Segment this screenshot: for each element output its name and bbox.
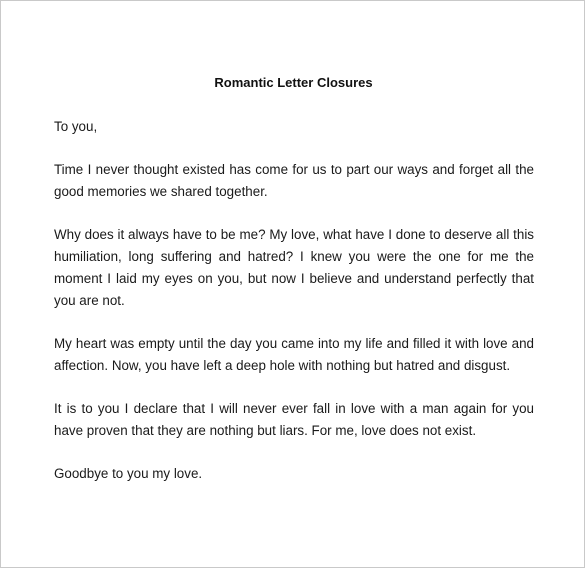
- document-title: Romantic Letter Closures: [214, 75, 373, 90]
- letter-paragraph-3: My heart was empty until the day you came into my life and filled it with love and affection. Now, you have left a deep hole with nothing but hatred and disgust.: [54, 336, 534, 373]
- letter-paragraph-4: It is to you I declare that I will never ever fall in love with a man again for you have proven that they are nothing but liars. For me, love does not exist.: [54, 401, 534, 438]
- letter-salutation: To you,: [54, 119, 98, 134]
- letter-closing: Goodbye to you my love.: [54, 466, 203, 481]
- letter-paragraph-1: Time I never thought existed has come for us to part our ways and forget all the good memories we shared together.: [54, 162, 534, 199]
- letter-paragraph-2: Why does it always have to be me? My love, what have I done to deserve all this humiliation, long suffering and hatred? I knew you were the one for me the moment I laid my eyes on you, but now I believe and understand perfectly that you are not.: [54, 227, 534, 308]
- letter-body: [54, 116, 534, 506]
